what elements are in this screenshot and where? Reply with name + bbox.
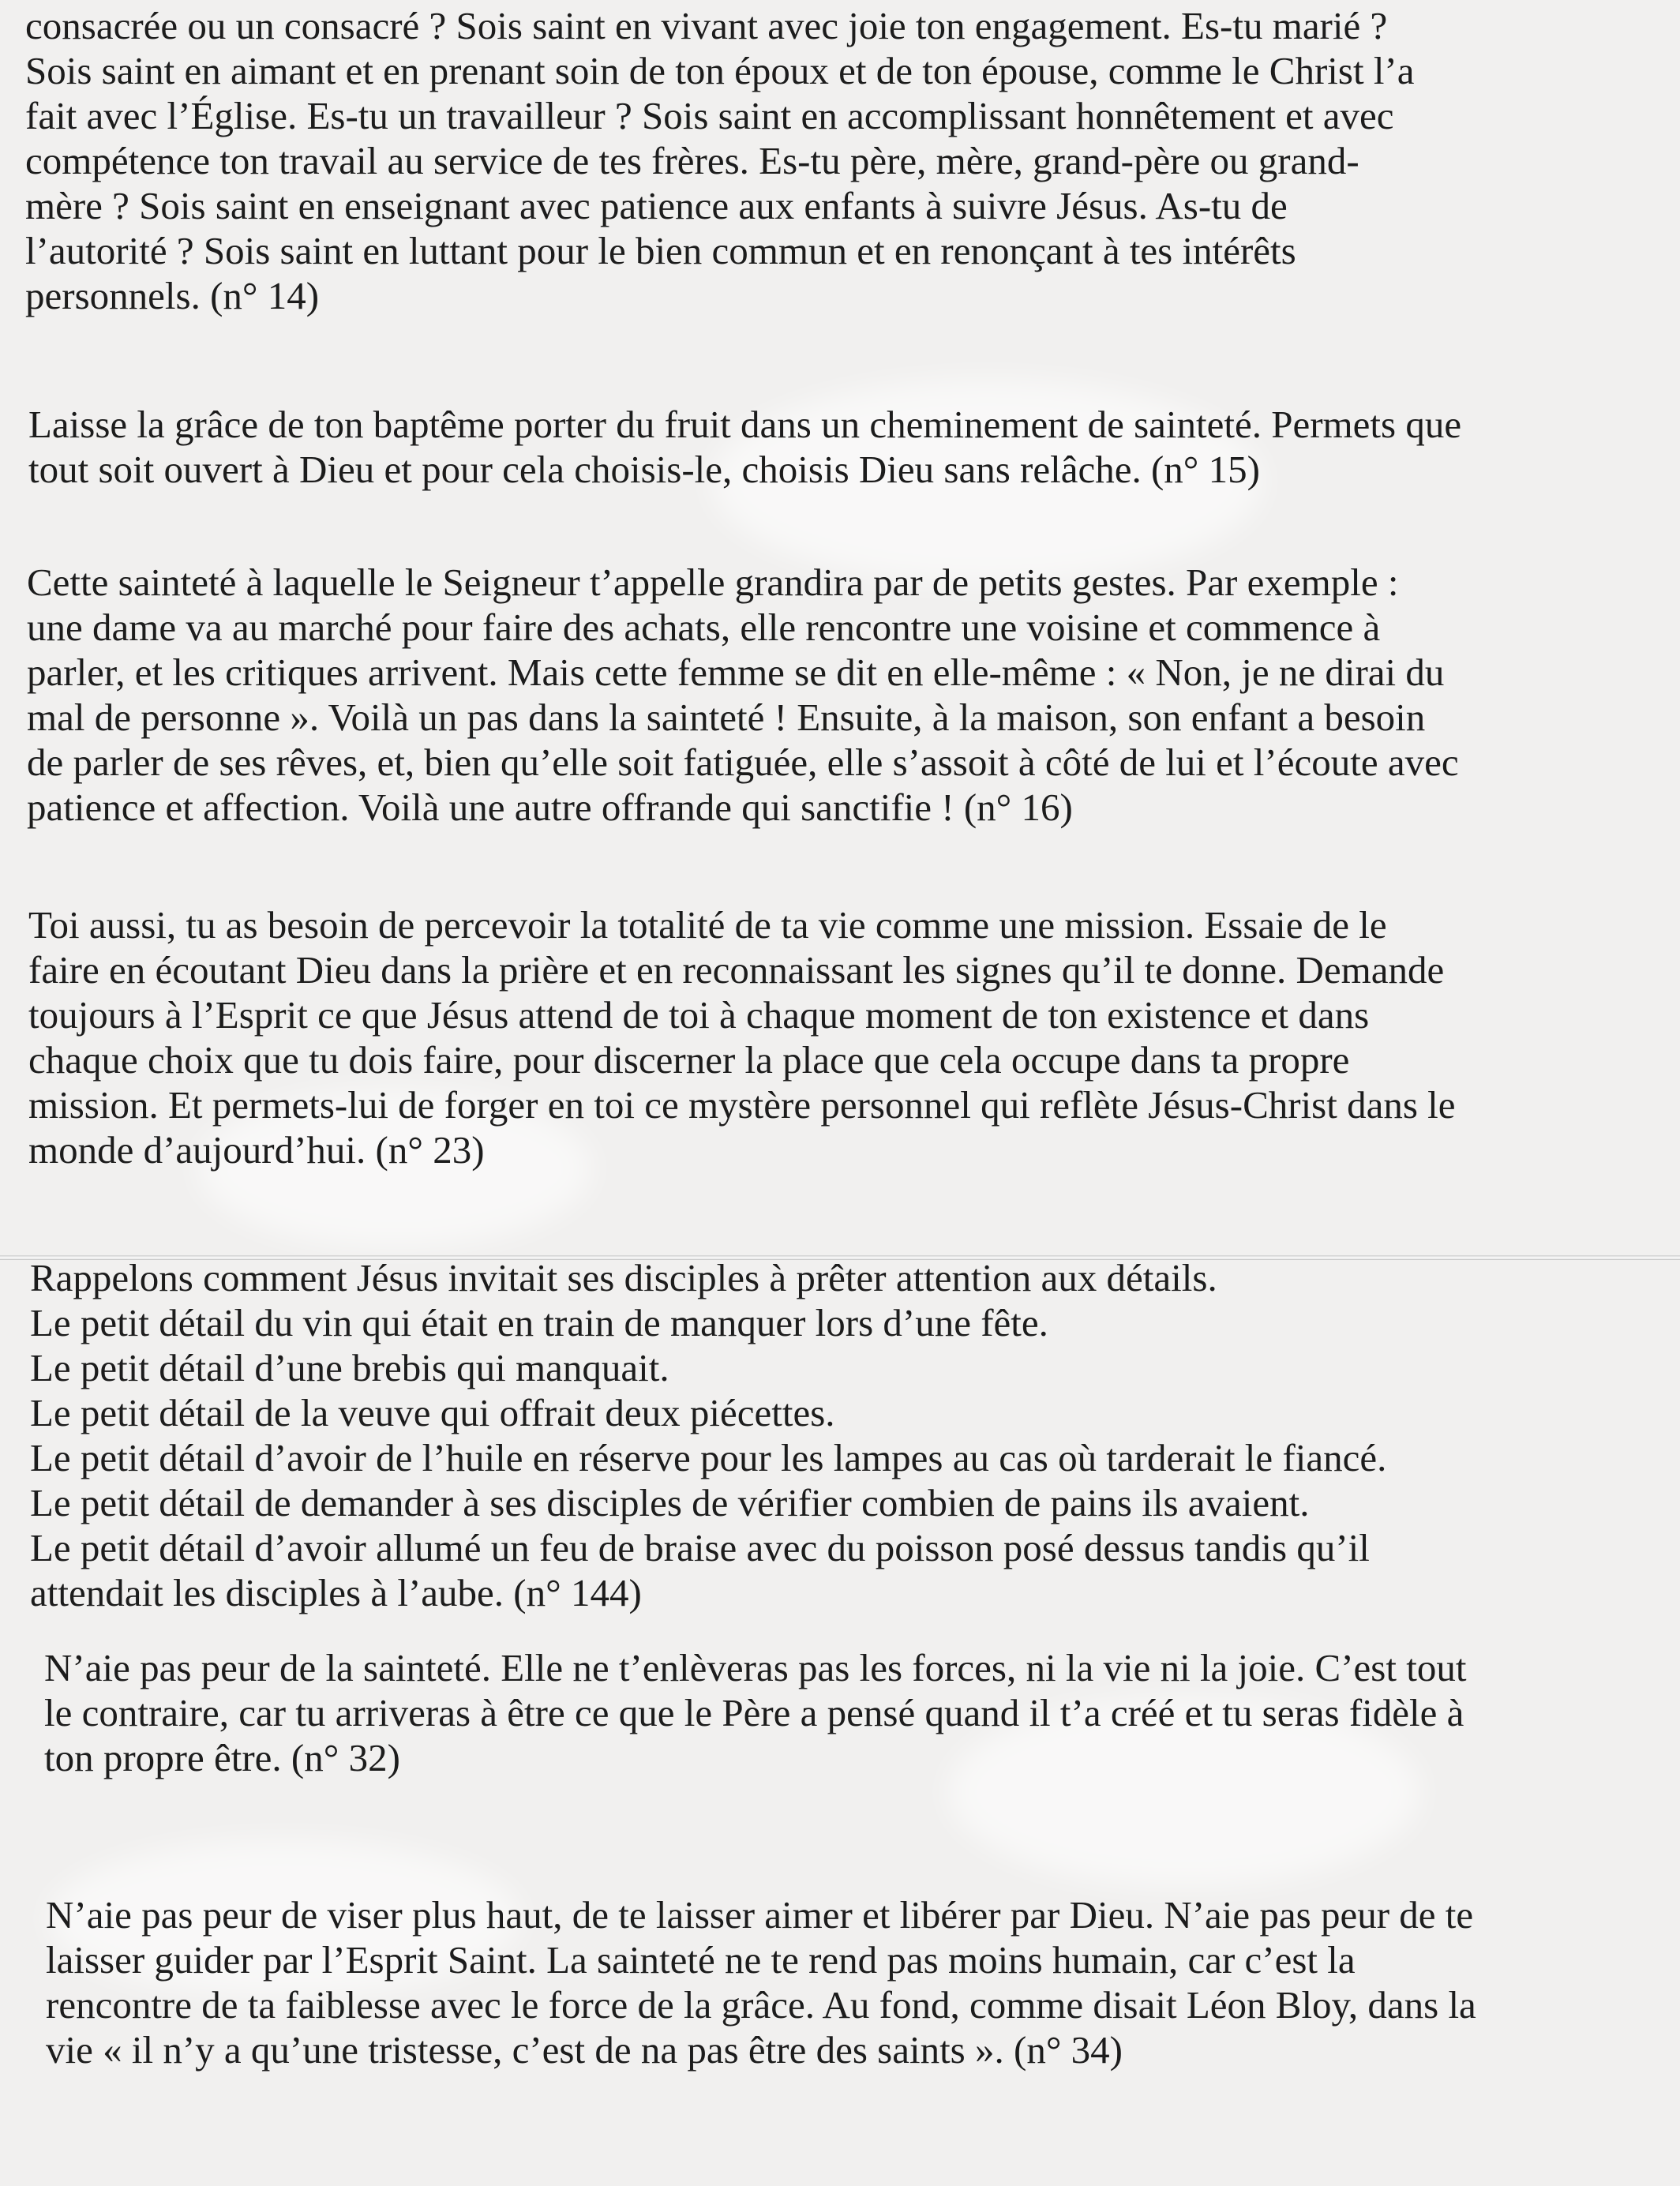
- text-line: N’aie pas peur de la sainteté. Elle ne t’enlèveras pas les forces, ni la vie ni la joie. C’est tout: [44, 1646, 1467, 1689]
- text-line: Le petit détail de demander à ses disciples de vérifier combien de pains ils avaient.: [30, 1481, 1310, 1524]
- text-line: Le petit détail de la veuve qui offrait deux piécettes.: [30, 1391, 835, 1434]
- text-line: parler, et les critiques arrivent. Mais cette femme se dit en elle-même : « Non, je ne dirai du: [27, 651, 1445, 694]
- paragraph-vocation: [25, 3, 1675, 318]
- paragraph-bapteme: [28, 402, 1678, 492]
- text-line: une dame va au marché pour faire des achats, elle rencontre une voisine et commence à: [27, 606, 1381, 649]
- paragraph-petits-gestes: [27, 560, 1677, 830]
- text-line: chaque choix que tu dois faire, pour discerner la place que cela occupe dans ta propre: [28, 1038, 1350, 1082]
- text-line: consacrée ou un consacré ? Sois saint en vivant avec joie ton engagement. Es-tu marié ?: [25, 4, 1388, 47]
- text-line: rencontre de ta faiblesse avec le force de la grâce. Au fond, comme disait Léon Bloy, dans la: [46, 1983, 1476, 2027]
- text-line: compétence ton travail au service de tes frères. Es-tu père, mère, grand-père ou grand-: [25, 139, 1359, 182]
- text-line: Toi aussi, tu as besoin de percevoir la totalité de ta vie comme une mission. Essaie de le: [28, 903, 1387, 947]
- text-line: le contraire, car tu arriveras à être ce que le Père a pensé quand il t’a créé et tu seras fidèle à: [44, 1691, 1464, 1734]
- text-line: vie « il n’y a qu’une tristesse, c’est de na pas être des saints ». (n° 34): [46, 2028, 1123, 2072]
- paragraph-mission: [28, 902, 1678, 1172]
- text-line: toujours à l’Esprit ce que Jésus attend de toi à chaque moment de ton existence et dans: [28, 993, 1370, 1037]
- text-line: mère ? Sois saint en enseignant avec patience aux enfants à suivre Jésus. As-tu de: [25, 184, 1288, 227]
- text-line: Le petit détail d’avoir de l’huile en réserve pour les lampes au cas où tarderait le fiancé.: [30, 1436, 1387, 1479]
- text-line: fait avec l’Église. Es-tu un travailleur ? Sois saint en accomplissant honnêtement et avec: [25, 94, 1394, 137]
- text-line: Cette sainteté à laquelle le Seigneur t’appelle grandira par de petits gestes. Par exemple :: [27, 561, 1399, 604]
- text-line: monde d’aujourd’hui. (n° 23): [28, 1128, 485, 1172]
- text-line: mal de personne ». Voilà un pas dans la sainteté ! Ensuite, à la maison, son enfant a besoin: [27, 696, 1426, 739]
- text-line: Le petit détail du vin qui était en train de manquer lors d’une fête.: [30, 1301, 1048, 1344]
- text-line: Le petit détail d’une brebis qui manquait.: [30, 1346, 669, 1389]
- text-line: mission. Et permets-lui de forger en toi ce mystère personnel qui reflète Jésus-Christ dans le: [28, 1083, 1456, 1127]
- text-line: N’aie pas peur de viser plus haut, de te laisser aimer et libérer par Dieu. N’aie pas peur de te: [46, 1893, 1474, 1937]
- text-line: l’autorité ? Sois saint en luttant pour le bien commun et en renonçant à tes intérêts: [25, 229, 1296, 272]
- text-line: Rappelons comment Jésus invitait ses disciples à prêter attention aux détails.: [30, 1256, 1217, 1299]
- paragraph-details: [30, 1255, 1680, 1615]
- text-line: tout soit ouvert à Dieu et pour cela choisis-le, choisis Dieu sans relâche. (n° 15): [28, 448, 1260, 491]
- text-line: attendait les disciples à l’aube. (n° 144): [30, 1571, 642, 1614]
- text-line: Sois saint en aimant et en prenant soin de ton époux et de ton épouse, comme le Christ l’a: [25, 49, 1415, 92]
- text-line: patience et affection. Voilà une autre offrande qui sanctifie ! (n° 16): [27, 786, 1073, 829]
- text-line: faire en écoutant Dieu dans la prière et en reconnaissant les signes qu’il te donne. Demande: [28, 948, 1445, 992]
- text-line: Le petit détail d’avoir allumé un feu de braise avec du poisson posé dessus tandis qu’il: [30, 1526, 1370, 1569]
- text-line: laisser guider par l’Esprit Saint. La sainteté ne te rend pas moins humain, car c’est la: [46, 1938, 1356, 1982]
- text-line: personnels. (n° 14): [25, 274, 320, 317]
- text-line: de parler de ses rêves, et, bien qu’elle soit fatiguée, elle s’assoit à côté de lui et l’écoute avec: [27, 741, 1459, 784]
- paragraph-viser-plus-haut: [46, 1892, 1680, 2072]
- text-line: Laisse la grâce de ton baptême porter du fruit dans un cheminement de sainteté. Permets que: [28, 403, 1462, 446]
- text-line: ton propre être. (n° 32): [44, 1736, 400, 1779]
- paragraph-peur-saintete: [44, 1645, 1680, 1780]
